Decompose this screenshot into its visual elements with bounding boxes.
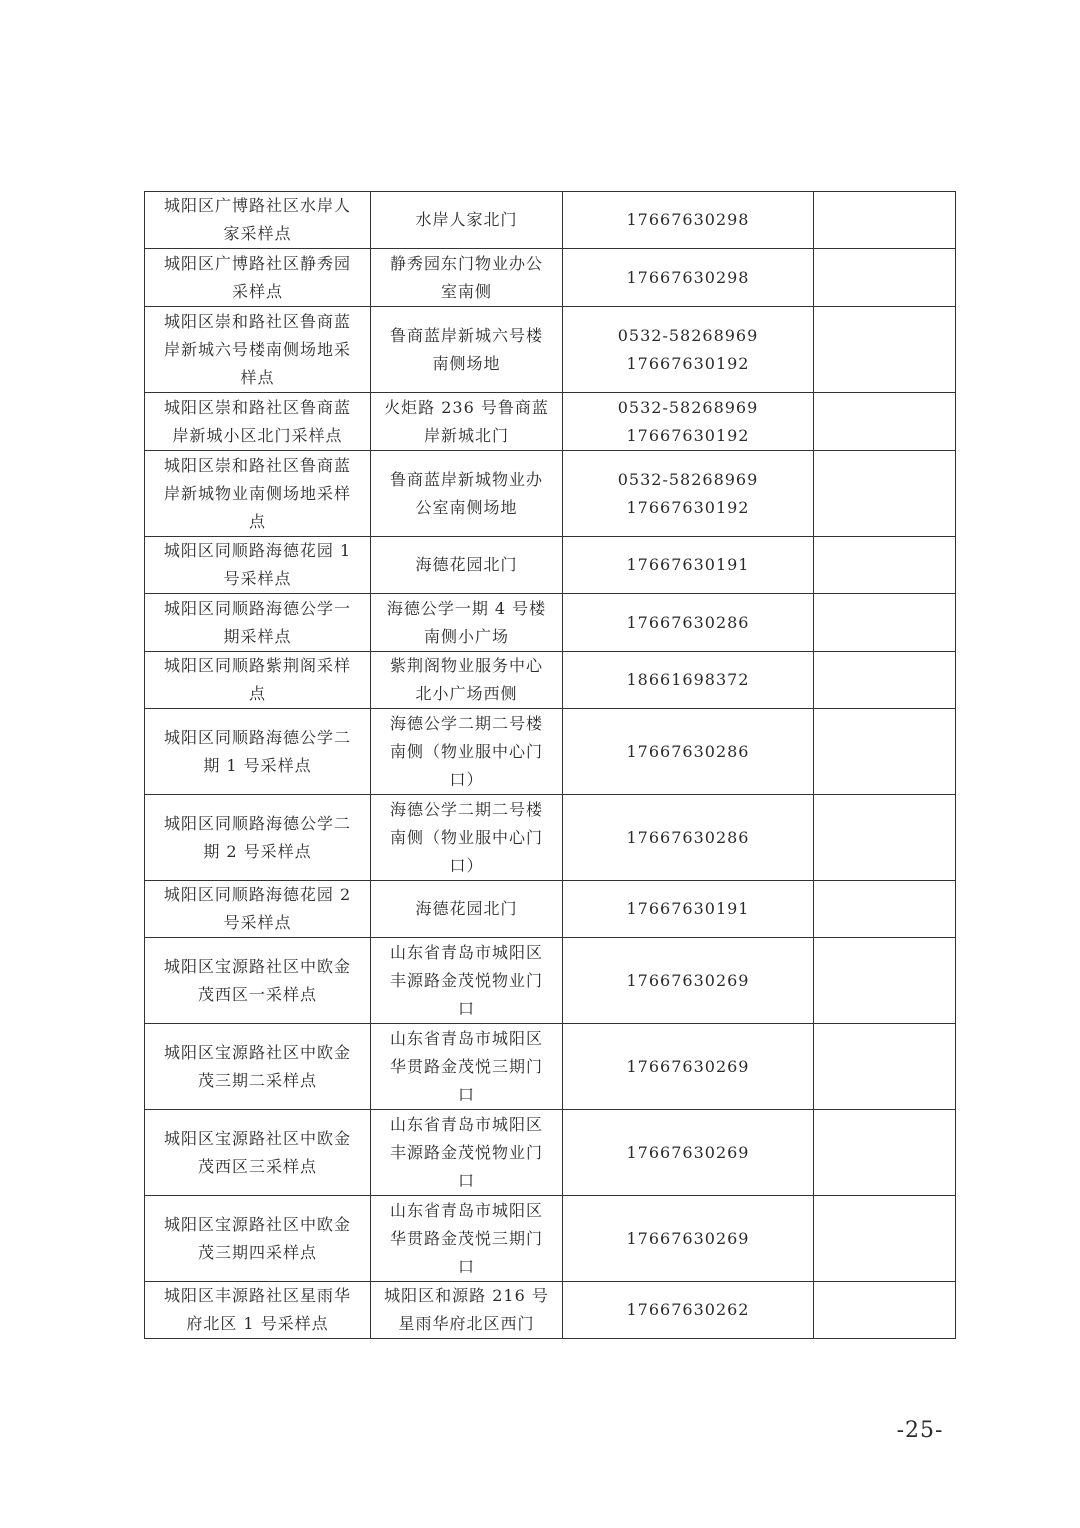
site-name-cell: 城阳区崇和路社区鲁商蓝岸新城物业南侧场地采样点 bbox=[145, 451, 371, 537]
page-number: -25- bbox=[896, 1418, 944, 1443]
table-row bbox=[145, 451, 956, 537]
remark-cell bbox=[814, 938, 956, 1024]
remark-cell bbox=[814, 307, 956, 393]
location-cell: 海德花园北门 bbox=[371, 881, 563, 938]
table-row bbox=[145, 709, 956, 795]
phone-cell: 17667630298 bbox=[563, 249, 814, 307]
remark-cell bbox=[814, 652, 956, 709]
table-row bbox=[145, 795, 956, 881]
phone-cell: 18661698372 bbox=[563, 652, 814, 709]
remark-cell bbox=[814, 1196, 956, 1282]
location-cell: 静秀园东门物业办公室南侧 bbox=[371, 249, 563, 307]
location-cell: 山东省青岛市城阳区华贯路金茂悦三期门口 bbox=[371, 1024, 563, 1110]
site-name-cell: 城阳区宝源路社区中欧金茂三期四采样点 bbox=[145, 1196, 371, 1282]
phone-cell: 17667630191 bbox=[563, 881, 814, 938]
phone-cell: 17667630269 bbox=[563, 1024, 814, 1110]
location-cell: 海德公学二期二号楼南侧（物业服中心门口） bbox=[371, 709, 563, 795]
location-cell: 山东省青岛市城阳区华贯路金茂悦三期门口 bbox=[371, 1196, 563, 1282]
site-name-cell: 城阳区广博路社区静秀园采样点 bbox=[145, 249, 371, 307]
location-cell: 水岸人家北门 bbox=[371, 192, 563, 249]
table-row bbox=[145, 1024, 956, 1110]
phone-cell: 17667630286 bbox=[563, 709, 814, 795]
site-name-cell: 城阳区广博路社区水岸人家采样点 bbox=[145, 192, 371, 249]
site-name-cell: 城阳区崇和路社区鲁商蓝岸新城小区北门采样点 bbox=[145, 393, 371, 451]
table-row bbox=[145, 249, 956, 307]
table-row bbox=[145, 537, 956, 594]
table-row bbox=[145, 1196, 956, 1282]
remark-cell bbox=[814, 1110, 956, 1196]
phone-cell: 17667630191 bbox=[563, 537, 814, 594]
phone-cell: 17667630269 bbox=[563, 938, 814, 1024]
remark-cell bbox=[814, 709, 956, 795]
location-cell: 火炬路 236 号鲁商蓝岸新城北门 bbox=[371, 393, 563, 451]
phone-cell: 17667630269 bbox=[563, 1110, 814, 1196]
phone-cell: 0532-58268969 17667630192 bbox=[563, 307, 814, 393]
remark-cell bbox=[814, 795, 956, 881]
phone-cell: 0532-58268969 17667630192 bbox=[563, 393, 814, 451]
location-cell: 山东省青岛市城阳区丰源路金茂悦物业门口 bbox=[371, 938, 563, 1024]
site-name-cell: 城阳区同顺路海德花园 2 号采样点 bbox=[145, 881, 371, 938]
phone-cell: 17667630269 bbox=[563, 1196, 814, 1282]
remark-cell bbox=[814, 537, 956, 594]
location-cell: 鲁商蓝岸新城六号楼南侧场地 bbox=[371, 307, 563, 393]
table-row bbox=[145, 881, 956, 938]
site-name-cell: 城阳区同顺路海德公学二期 1 号采样点 bbox=[145, 709, 371, 795]
site-name-cell: 城阳区宝源路社区中欧金茂西区三采样点 bbox=[145, 1110, 371, 1196]
phone-cell: 17667630262 bbox=[563, 1282, 814, 1339]
table-row bbox=[145, 393, 956, 451]
remark-cell bbox=[814, 451, 956, 537]
location-cell: 海德花园北门 bbox=[371, 537, 563, 594]
phone-cell: 0532-58268969 17667630192 bbox=[563, 451, 814, 537]
remark-cell bbox=[814, 881, 956, 938]
site-name-cell: 城阳区同顺路海德公学二期 2 号采样点 bbox=[145, 795, 371, 881]
table-body bbox=[145, 192, 956, 1339]
site-name-cell: 城阳区宝源路社区中欧金茂三期二采样点 bbox=[145, 1024, 371, 1110]
remark-cell bbox=[814, 594, 956, 652]
phone-cell: 17667630286 bbox=[563, 594, 814, 652]
table-row bbox=[145, 1110, 956, 1196]
site-name-cell: 城阳区同顺路海德公学一期采样点 bbox=[145, 594, 371, 652]
site-name-cell: 城阳区宝源路社区中欧金茂西区一采样点 bbox=[145, 938, 371, 1024]
location-cell: 鲁商蓝岸新城物业办公室南侧场地 bbox=[371, 451, 563, 537]
remark-cell bbox=[814, 393, 956, 451]
site-name-cell: 城阳区崇和路社区鲁商蓝岸新城六号楼南侧场地采样点 bbox=[145, 307, 371, 393]
phone-cell: 17667630286 bbox=[563, 795, 814, 881]
site-name-cell: 城阳区丰源路社区星雨华府北区 1 号采样点 bbox=[145, 1282, 371, 1339]
table-row bbox=[145, 938, 956, 1024]
site-name-cell: 城阳区同顺路紫荆阁采样点 bbox=[145, 652, 371, 709]
remark-cell bbox=[814, 192, 956, 249]
table-row bbox=[145, 594, 956, 652]
location-cell: 城阳区和源路 216 号星雨华府北区西门 bbox=[371, 1282, 563, 1339]
table-row bbox=[145, 652, 956, 709]
sampling-sites-table bbox=[144, 191, 956, 1339]
location-cell: 山东省青岛市城阳区丰源路金茂悦物业门口 bbox=[371, 1110, 563, 1196]
table-row bbox=[145, 307, 956, 393]
location-cell: 海德公学二期二号楼南侧（物业服中心门口） bbox=[371, 795, 563, 881]
remark-cell bbox=[814, 249, 956, 307]
table-row bbox=[145, 1282, 956, 1339]
location-cell: 海德公学一期 4 号楼南侧小广场 bbox=[371, 594, 563, 652]
phone-cell: 17667630298 bbox=[563, 192, 814, 249]
remark-cell bbox=[814, 1024, 956, 1110]
table-row bbox=[145, 192, 956, 249]
site-name-cell: 城阳区同顺路海德花园 1 号采样点 bbox=[145, 537, 371, 594]
location-cell: 紫荆阁物业服务中心北小广场西侧 bbox=[371, 652, 563, 709]
remark-cell bbox=[814, 1282, 956, 1339]
